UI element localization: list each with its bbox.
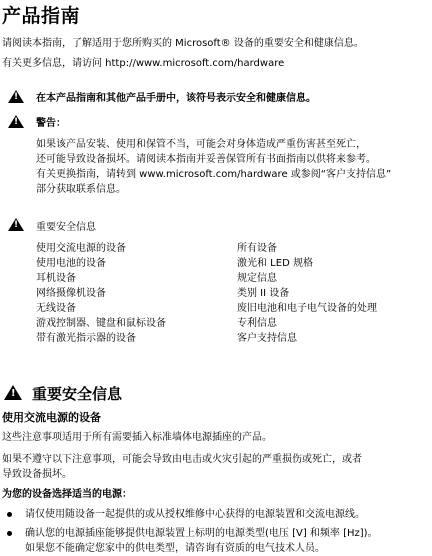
section-paragraph-2-line-1: 如果不遵守以下注意事项，可能会导致由电击或火灾引起的严重损伤或死亡，或者	[2, 454, 362, 465]
intro-line-1: 请阅读本指南，了解适用于您所购买的 Microsoft® 设备的重要安全和健康信息。	[2, 38, 364, 49]
section-subheading: 使用交流电源的设备	[2, 411, 101, 424]
warning-line-1: 如果该产品安装、使用和保管不当，可能会对身体造成严重伤害甚至死亡，	[36, 139, 366, 150]
toc-item[interactable]: 激光和 LED 规格	[237, 258, 313, 269]
safety-symbol-notice: 在本产品指南和其他产品手册中，该符号表示安全和健康信息。	[36, 93, 316, 104]
toc-item[interactable]: 无线设备	[36, 303, 76, 314]
warning-triangle-icon	[4, 385, 22, 400]
power-selection-heading: 为您的设备选择适当的电源：	[2, 489, 132, 500]
warning-line-4: 部分获取联系信息。	[36, 184, 126, 195]
toc-item[interactable]: 游戏控制器、键盘和鼠标设备	[36, 318, 166, 329]
warning-label: 警告：	[36, 118, 66, 129]
toc-list-right	[237, 241, 377, 346]
toc-item[interactable]: 所有设备	[237, 243, 277, 254]
section-paragraph-2-line-2: 导致设备损坏。	[2, 469, 72, 480]
toc-item[interactable]: 网络摄像机设备	[36, 288, 106, 299]
warning-triangle-icon	[8, 115, 24, 128]
toc-item[interactable]: 规定信息	[237, 273, 277, 284]
bullet-2-line-2: 如果您不能确定您家中的供电类型，请咨询有资质的电气技术人员。	[25, 543, 325, 554]
bullet-1-line-1: 请仅使用随设备一起提供的或从授权维修中心获得的电源装置和交流电源线。	[25, 509, 365, 520]
toc-item[interactable]: 专利信息	[237, 318, 277, 329]
toc-item[interactable]: 类别 II 设备	[237, 288, 290, 299]
warning-line-2: 还可能导致设备损坏。请阅读本指南并妥善保管所有书面指南以供将来参考。	[36, 154, 376, 165]
toc-item[interactable]: 耳机设备	[36, 273, 76, 284]
toc-list-left	[36, 241, 166, 346]
section-paragraph-1: 这些注意事项适用于所有需要插入标准墙体电源插座的产品。	[2, 432, 272, 443]
intro-line-2: 有关更多信息，请访问 http://www.microsoft.com/hardware	[2, 58, 285, 69]
toc-item[interactable]: 客户支持信息	[237, 333, 297, 344]
warning-line-3: 有关更换指南，请转到 www.microsoft.com/hardware 或参阅“客户支持信息”	[36, 169, 392, 180]
section-heading: 重要安全信息	[32, 385, 123, 403]
bullet-icon	[7, 531, 12, 536]
warning-triangle-icon	[8, 90, 24, 103]
bullet-2-line-1: 确认您的电源插座能够提供电源装置上标明的电源类型(电压 [V] 和频率 [Hz])。	[25, 528, 378, 539]
toc-item[interactable]: 废旧电池和电子电气设备的处理	[237, 303, 377, 314]
bullet-icon	[7, 512, 12, 517]
toc-item[interactable]: 带有激光指示器的设备	[36, 333, 136, 344]
toc-item[interactable]: 使用电池的设备	[36, 258, 106, 269]
toc-heading: 重要安全信息	[36, 222, 96, 233]
page-title: 产品指南	[2, 5, 81, 27]
toc-item[interactable]: 使用交流电源的设备	[36, 243, 126, 254]
warning-triangle-icon	[8, 218, 24, 231]
